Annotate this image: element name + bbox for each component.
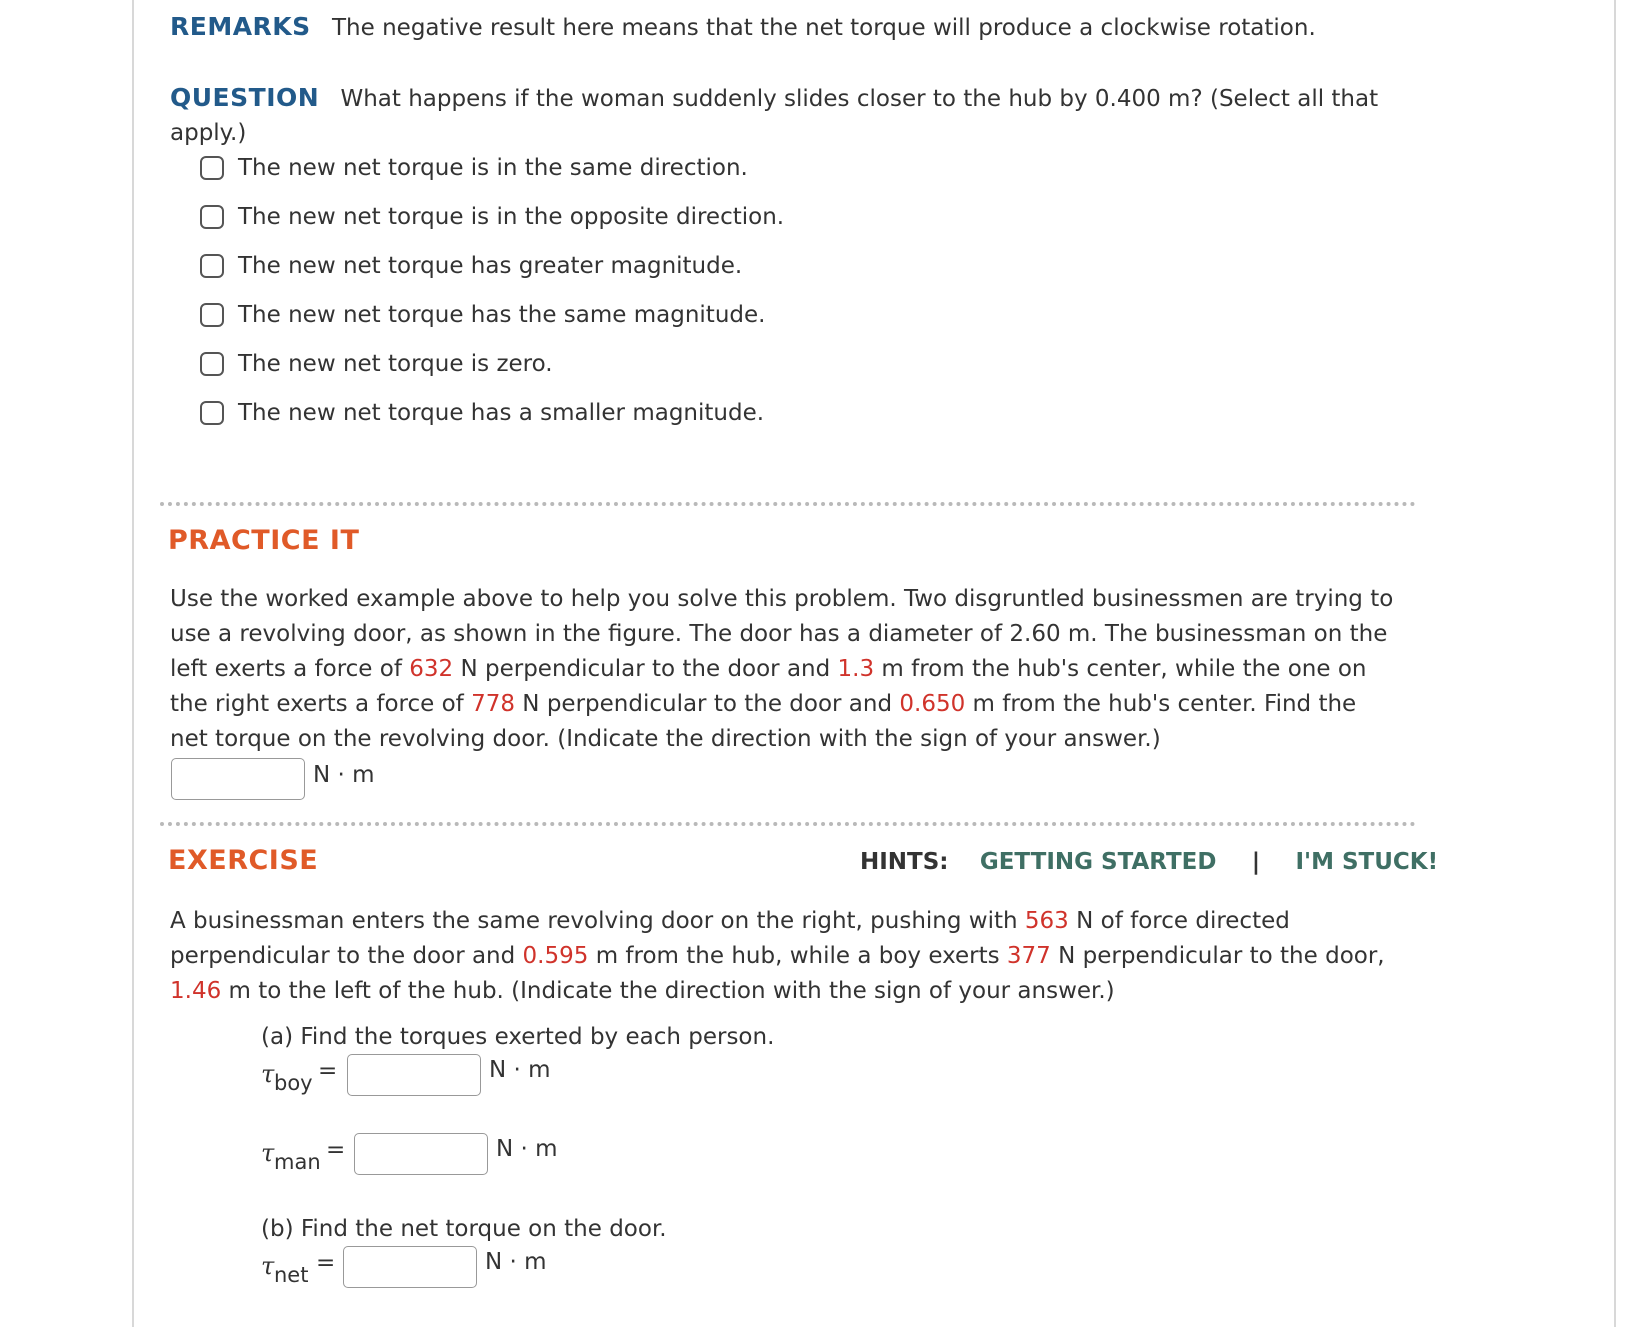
- practice-answer-input[interactable]: [171, 758, 305, 800]
- question-heading: QUESTION: [170, 83, 320, 112]
- tau-net-unit: N · m: [485, 1249, 547, 1275]
- option-label: The new net torque has the same magnitude.: [238, 302, 766, 328]
- option-same-direction[interactable]: [200, 153, 748, 183]
- value-distance-left: 1.3: [837, 656, 875, 682]
- option-zero[interactable]: [200, 349, 553, 379]
- checkbox[interactable]: [200, 205, 224, 229]
- option-label: The new net torque has greater magnitude.: [238, 253, 743, 279]
- hint-separator: |: [1251, 849, 1261, 875]
- remarks-heading: REMARKS: [170, 12, 311, 41]
- option-label: The new net torque has a smaller magnitude.: [238, 400, 765, 426]
- option-greater-magnitude[interactable]: [200, 251, 742, 281]
- value-boy-force: 377: [1006, 943, 1051, 969]
- remarks-section: [170, 9, 1316, 46]
- option-label: The new net torque is in the same direction.: [238, 155, 748, 181]
- question-line-2: apply.): [170, 120, 247, 146]
- practice-line: net torque on the revolving door. (Indicate the direction with the sign of your answer.): [170, 726, 1161, 752]
- checkbox[interactable]: [200, 156, 224, 180]
- practice-line: Use the worked example above to help you solve this problem. Two disgruntled businessmen are trying to: [170, 586, 1394, 612]
- part-a-prompt: (a) Find the torques exerted by each person.: [261, 1024, 775, 1050]
- exercise-line: A businessman enters the same revolving door on the right, pushing with 563 N of force directed: [170, 908, 1290, 934]
- hint-stuck-link[interactable]: I'M STUCK!: [1295, 849, 1439, 875]
- tau-boy-unit: N · m: [489, 1057, 551, 1083]
- option-label: The new net torque is in the opposite direction.: [238, 204, 785, 230]
- exercise-line: 1.46 m to the left of the hub. (Indicate the direction with the sign of your answer.): [170, 978, 1115, 1004]
- tau-net-subscript: net: [274, 1263, 309, 1287]
- question-line-1: [170, 80, 1378, 117]
- equals-sign: =: [316, 1250, 336, 1276]
- checkbox[interactable]: [200, 254, 224, 278]
- value-distance-right: 0.650: [899, 691, 966, 717]
- value-force-right: 778: [471, 691, 515, 717]
- tau-symbol: τ: [261, 1060, 275, 1088]
- tau-symbol: τ: [261, 1252, 275, 1280]
- checkbox[interactable]: [200, 352, 224, 376]
- question-text: What happens if the woman suddenly slides closer to the hub by 0.400 m? (Select all that: [340, 86, 1379, 112]
- exercise-heading: EXERCISE: [168, 845, 319, 876]
- exercise-line: perpendicular to the door and 0.595 m from the hub, while a boy exerts 377 N perpendicular to the door,: [170, 943, 1385, 969]
- equals-sign: =: [326, 1137, 346, 1163]
- equals-sign: =: [318, 1058, 338, 1084]
- practice-heading: PRACTICE IT: [168, 525, 360, 556]
- practice-line: the right exerts a force of 778 N perpendicular to the door and 0.650 m from the hub's center. Find the: [170, 691, 1357, 717]
- practice-paragraph: [170, 582, 1393, 757]
- tau-man-unit: N · m: [496, 1136, 558, 1162]
- hints-label: HINTS:: [860, 849, 949, 875]
- exercise-paragraph: [170, 904, 1385, 1009]
- option-label: The new net torque is zero.: [238, 351, 553, 377]
- value-man-force: 563: [1024, 908, 1069, 934]
- tau-net-input[interactable]: [343, 1246, 477, 1288]
- remarks-text: The negative result here means that the net torque will produce a clockwise rotation.: [332, 15, 1316, 41]
- hint-getting-started-link[interactable]: GETTING STARTED: [979, 849, 1217, 875]
- practice-unit: N · m: [313, 762, 375, 788]
- tau-man-subscript: man: [274, 1150, 321, 1174]
- checkbox[interactable]: [200, 303, 224, 327]
- tau-boy-subscript: boy: [274, 1071, 313, 1095]
- value-boy-distance: 1.46: [170, 978, 222, 1004]
- option-same-magnitude[interactable]: [200, 300, 765, 330]
- practice-line: use a revolving door, as shown in the figure. The door has a diameter of 2.60 m. The businessman on the: [170, 621, 1388, 647]
- tau-man-input[interactable]: [354, 1133, 488, 1175]
- practice-line: left exerts a force of 632 N perpendicular to the door and 1.3 m from the hub's center, while the one on: [170, 656, 1367, 682]
- option-smaller-magnitude[interactable]: [200, 398, 764, 428]
- option-opposite-direction[interactable]: [200, 202, 784, 232]
- checkbox[interactable]: [200, 401, 224, 425]
- tau-boy-input[interactable]: [347, 1054, 481, 1096]
- value-force-left: 632: [409, 656, 454, 682]
- section-divider: [160, 502, 1416, 506]
- section-divider: [160, 822, 1416, 826]
- tau-symbol: τ: [261, 1139, 275, 1167]
- value-man-distance: 0.595: [522, 943, 589, 969]
- hints-bar: [860, 845, 1438, 880]
- part-b-prompt: (b) Find the net torque on the door.: [261, 1216, 667, 1242]
